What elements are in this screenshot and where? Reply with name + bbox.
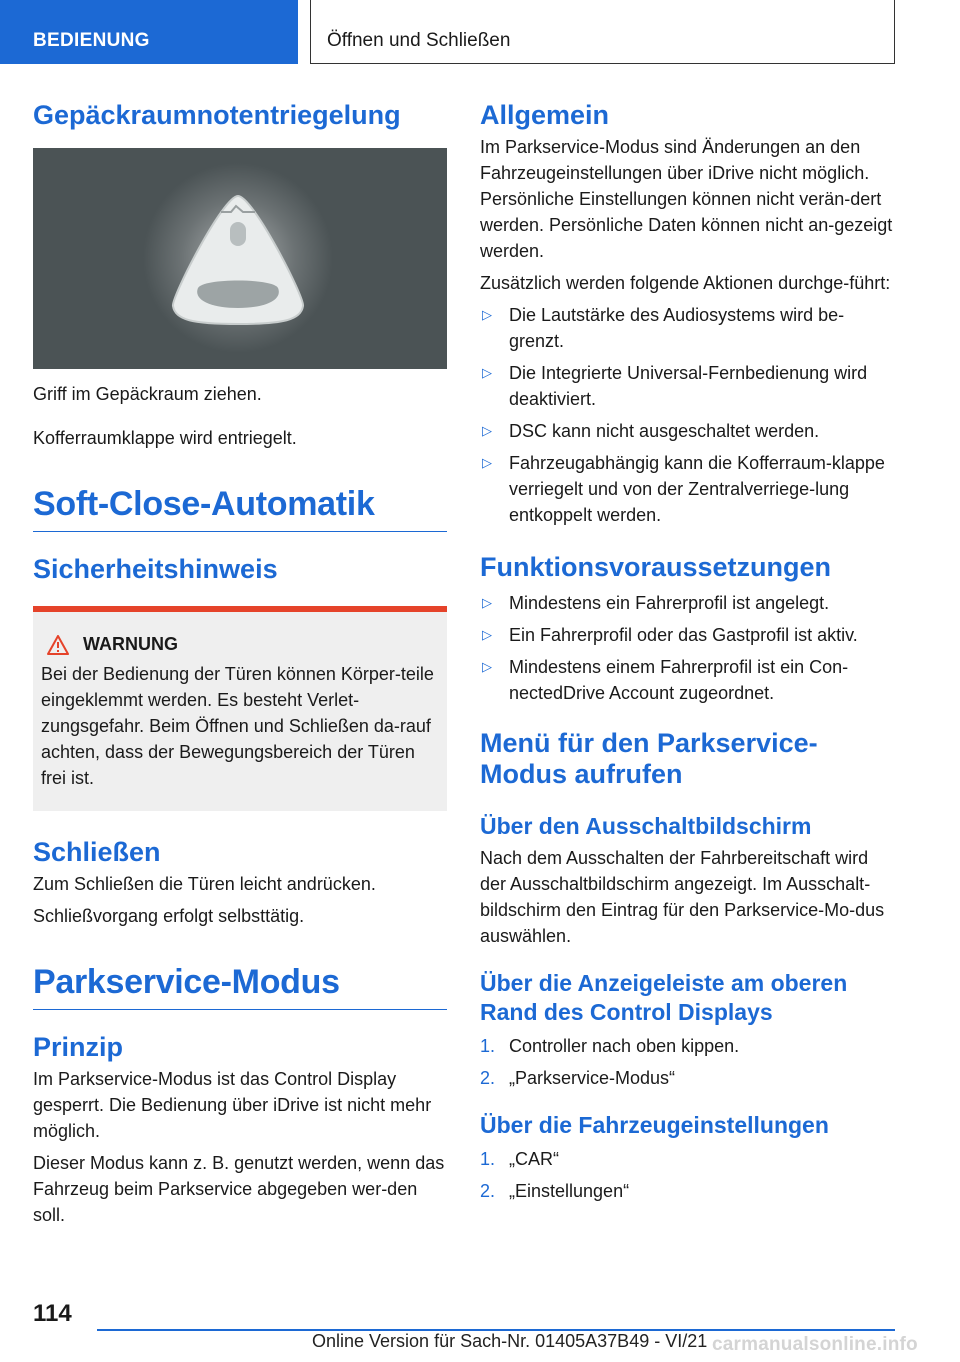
step-number: 1. <box>480 1149 496 1169</box>
close-heading: Schließen <box>33 837 161 867</box>
principle-example-text: Dieser Modus kann z. B. genutzt werden, wenn das Fahrzeug beim Parkservice abgegeben wer-den soll. <box>33 1153 445 1225</box>
list-item: ▷ Die Integrierte Universal-Fernbedienung wird deaktiviert. <box>480 360 895 412</box>
list-item: ▷ Fahrzeugabhängig kann die Kofferraum-klappe verriegelt und von der Zentralverriege-lung entkoppelt werden. <box>480 450 895 528</box>
list-item: ▷ DSC kann nicht ausgeschaltet werden. <box>480 418 895 444</box>
list-item: ▷ Mindestens einem Fahrerprofil ist ein Con-nectedDrive Account zugeordnet. <box>480 654 895 706</box>
emergency-step-text: Griff im Gepäckraum ziehen. <box>33 384 262 404</box>
list-item: ▷ Ein Fahrerprofil oder das Gastprofil ist aktiv. <box>480 622 895 648</box>
requirements-list <box>480 590 895 706</box>
display-bar-heading: Über die Anzeigeleiste am oberen Rand des Control Displays <box>480 970 848 1025</box>
close-instruction: Zum Schließen die Türen leicht andrücken. <box>33 874 376 894</box>
trunk-handle-image <box>33 148 447 369</box>
general-text: Im Parkservice-Modus sind Änderungen an den Fahrzeugeinstellungen über iDrive nicht möglich. Persönliche Einstellungen können nicht verän-dert werden. Persönliche Daten können nicht an-gezeigt werden. <box>480 137 893 261</box>
warning-box <box>33 606 447 811</box>
right-column <box>480 98 895 1204</box>
principle-heading: Prinzip <box>33 1032 124 1062</box>
bullet-triangle-icon: ▷ <box>482 595 492 610</box>
shutdown-screen-text: Nach dem Ausschalten der Fahrbereitschaft wird der Ausschaltbildschirm angezeigt. Im Ausschalt-bildschirm den Eintrag für den Parkservice-Mo-dus auswählen. <box>480 848 885 946</box>
close-result: Schließvorgang erfolgt selbsttätig. <box>33 906 305 926</box>
principle-text: Im Parkservice-Modus ist das Control Display gesperrt. Die Bedienung über iDrive ist nicht mehr möglich. <box>33 1069 432 1141</box>
warning-label: WARNUNG <box>83 634 178 654</box>
warning-triangle-icon <box>47 635 69 655</box>
bullet-triangle-icon: ▷ <box>482 627 492 642</box>
emergency-result-text: Kofferraumklappe wird entriegelt. <box>33 428 297 448</box>
bullet-triangle-icon: ▷ <box>482 307 492 322</box>
warning-title <box>47 634 437 655</box>
section-label: BEDIENUNG <box>33 30 150 51</box>
left-column <box>33 98 447 1228</box>
list-item: 2. „Einstellungen“ <box>480 1178 895 1204</box>
list-item: ▷ Mindestens ein Fahrerprofil ist angelegt. <box>480 590 895 616</box>
vehicle-settings-steps <box>480 1146 895 1204</box>
section-tab <box>0 0 298 64</box>
general-heading: Allgemein <box>480 100 610 130</box>
warning-text: Bei der Bedienung der Türen können Körper-teile eingeklemmt werden. Es besteht Verlet-zungsgefahr. Beim Öffnen und Schließen da-rauf achten, dass der Bewegungsbereich der Türen frei ist. <box>41 664 434 788</box>
bullet-triangle-icon: ▷ <box>482 365 492 380</box>
bullet-triangle-icon: ▷ <box>482 659 492 674</box>
bullet-triangle-icon: ▷ <box>482 455 492 470</box>
shutdown-screen-heading: Über den Ausschaltbildschirm <box>480 813 812 839</box>
page-number: 114 <box>33 1300 72 1327</box>
chapter-header <box>310 0 895 64</box>
menu-heading: Menü für den Parkservice-Modus aufrufen <box>480 728 818 789</box>
list-item: ▷ Die Lautstärke des Audiosystems wird be-grenzt. <box>480 302 895 354</box>
footer-version-text: Online Version für Sach-Nr. 01405A37B49 - VI/21 <box>312 1331 708 1351</box>
general-actions-intro: Zusätzlich werden folgende Aktionen durchge-führt: <box>480 273 891 293</box>
display-bar-steps <box>480 1033 895 1091</box>
list-item: 2. „Parkservice-Modus“ <box>480 1065 895 1091</box>
emergency-release-heading: Gepäckraumnotentriegelung <box>33 100 401 130</box>
step-number: 2. <box>480 1181 496 1201</box>
chapter-title: Öffnen und Schließen <box>327 30 511 51</box>
vehicle-settings-heading: Über die Fahrzeugeinstellungen <box>480 1112 829 1138</box>
step-number: 1. <box>480 1036 496 1056</box>
bullet-triangle-icon: ▷ <box>482 423 492 438</box>
parkservice-heading: Parkservice-Modus <box>33 961 447 1010</box>
safety-heading: Sicherheitshinweis <box>33 554 278 584</box>
list-item: 1. Controller nach oben kippen. <box>480 1033 895 1059</box>
general-actions-list <box>480 302 895 528</box>
list-item: 1. „CAR“ <box>480 1146 895 1172</box>
watermark: carmanualsonline.info <box>712 1334 918 1355</box>
softclose-heading: Soft-Close-Automatik <box>33 483 447 532</box>
requirements-heading: Funktionsvoraussetzungen <box>480 552 832 582</box>
step-number: 2. <box>480 1068 496 1088</box>
